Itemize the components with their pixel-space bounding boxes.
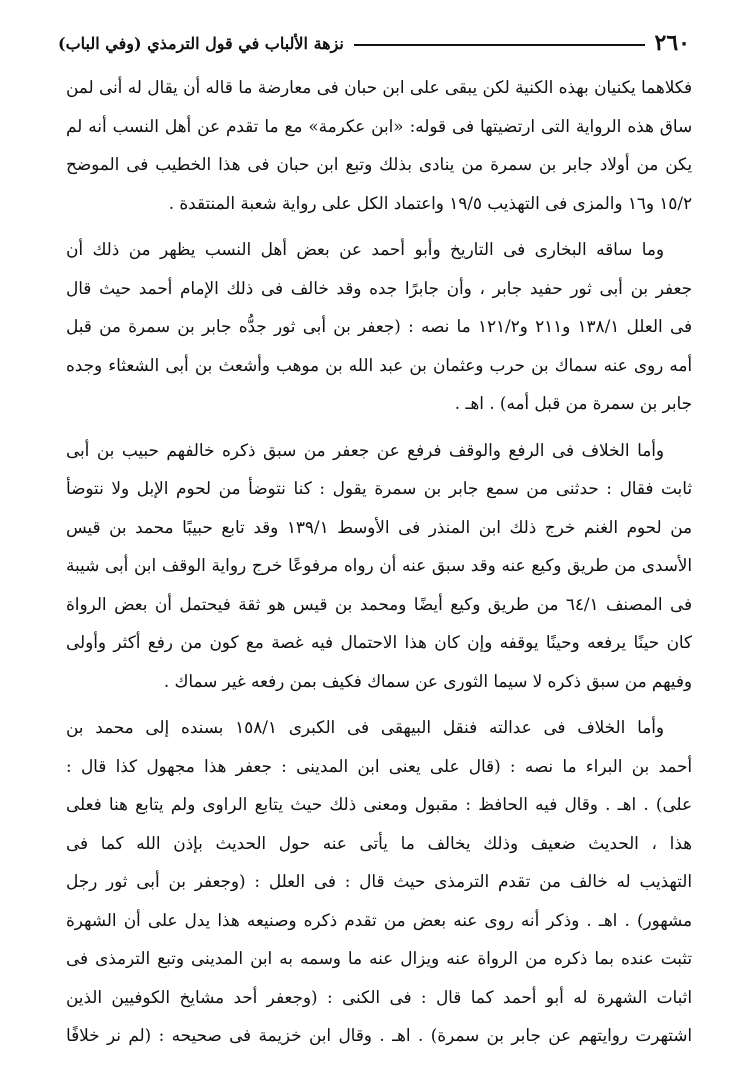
text-line: جابر بن سمرة من قبل أمه) . اهـ . [454, 393, 692, 413]
text-line: تثبت عنده بما ذكره من الرواة عنه ويزال عنه ما وسمه به ابن المدينى وتبع الترمذى فى [66, 948, 692, 968]
text-line: فكلاهما يكنيان بهذه الكنية لكن يبقى على ابن حبان فى معارضة ما قاله أن يقال له أنى لمن [66, 77, 692, 97]
text-line: فى المصنف ٦٤/١ من طريق وكيع أيضًا ومحمد بن قيس هو ثقة فيحتمل أن بعض الرواة [66, 593, 692, 614]
text-line: على) . اهـ . وقال فيه الحافظ : مقبول ومعنى ذلك حيث يتابع الراوى ولم يتابع هنا فعلى [66, 794, 692, 814]
text-line: يكن من أولاد جابر بن سمرة من ينادى بذلك وتبع ابن حبان فى هذا الخطيب فى الموضح [66, 154, 692, 174]
text-line: أمه روى عنه سماك بن حرب وعثمان بن عبد الله بن موهب وأشعث بن أبى الشعثاء وجده [66, 354, 692, 375]
text-line: وما ساقه البخارى فى التاريخ وأبو أحمد عن بعض أهل النسب يظهر من ذلك أن [66, 239, 664, 259]
text-line: من لحوم الغنم خرج ذلك ابن المنذر فى الأوسط ١٣٩/١ وقد تابع حبيبًا محمد بن قيس [66, 516, 692, 537]
text-line: جعفر بن أبى ثور حفيد جابر ، وأن جابرًا جده وقد خالف فى ذلك الإمام أحمد حيث قال [66, 277, 692, 298]
text-line: أحمد بن البراء ما نصه : (قال على يعنى ابن المدينى : جعفر هذا مجهول كذا قال : [66, 755, 692, 776]
paragraph-4 [66, 708, 692, 1055]
text-line: اثبات الشهرة له أبو أحمد كما قال : فى الكنى : (وجعفر أحد مشايخ الكوفيين الذين [66, 986, 692, 1007]
paragraph-2 [66, 230, 692, 423]
paragraph-3 [66, 431, 692, 701]
text-line: وأما الخلاف فى الرفع والوقف فرفع عن جعفر من سبق ذكره خالفهم حبيب بن أبى [66, 439, 664, 460]
text-line: ثابت فقال : حدثنى من سمع جابر بن سمرة يقول : كنا نتوضأ من لحوم الإبل ولا نتوضأ [66, 478, 692, 498]
text-line: ١٥/٢ و١٦ والمزى فى التهذيب ١٩/٥ واعتماد الكل على رواية شعبة المنتقدة . [168, 192, 692, 213]
text-line: هذا ، الحديث ضعيف وذلك يخالف ما يأتى عنه حول الحديث بإذن الله كما فى [66, 832, 692, 853]
page-header [58, 28, 690, 58]
text-line: الأسدى من طريق وكيع عنه وقد سبق عنه أن رواه مرفوعًا خرج رواية الوقف ابن أبى شيبة [66, 555, 692, 575]
text-line: وأما الخلاف فى عدالته فنقل البيهقى فى الكبرى ١٥٨/١ بسنده إلى محمد بن [66, 717, 664, 737]
page-number: ٢٦٠ [654, 30, 690, 56]
text-line: كان حينًا يرفعه وحينًا يوقفه وإن كان هذا الاحتمال فيه غصة مع كون من رفع أكثر وأولى [66, 632, 692, 652]
text-line: وفيهم من سبق ذكره لا سيما الثورى عن سماك فكيف بمن رفعه غير سماك . [163, 670, 692, 691]
text-line: ساق هذه الرواية التى ارتضيتها فى قوله: «ابن عكرمة» مع ما تقدم عن أهل النسب أنه لم [66, 115, 692, 136]
header-rule [354, 44, 645, 46]
page-body [66, 68, 692, 1063]
running-title: نزهة الألباب في قول الترمذي (وفي الباب) [58, 33, 344, 53]
text-line: اشتهرت روايتهم عن جابر بن سمرة) . اهـ . وقال ابن خزيمة فى صحيحه : (لم نر خلافًا [66, 1025, 692, 1045]
text-line: مشهور) . اهـ . وذكر أنه روى عنه بعض من تقدم ذكره وصنيعه هذا يدل على أن الشهرة [66, 909, 692, 930]
text-line: فى العلل ١٣٨/١ و٢١١ و١٢١/٢ ما نصه : (جعفر بن أبى ثور جدُّه جابر بن سمرة من قبل [66, 316, 692, 336]
text-line: التهذيب له خالف من تقدم الترمذى حيث قال : فى العلل : (وجعفر بن أبى ثور رجل [66, 871, 692, 891]
paragraph-1 [66, 68, 692, 222]
